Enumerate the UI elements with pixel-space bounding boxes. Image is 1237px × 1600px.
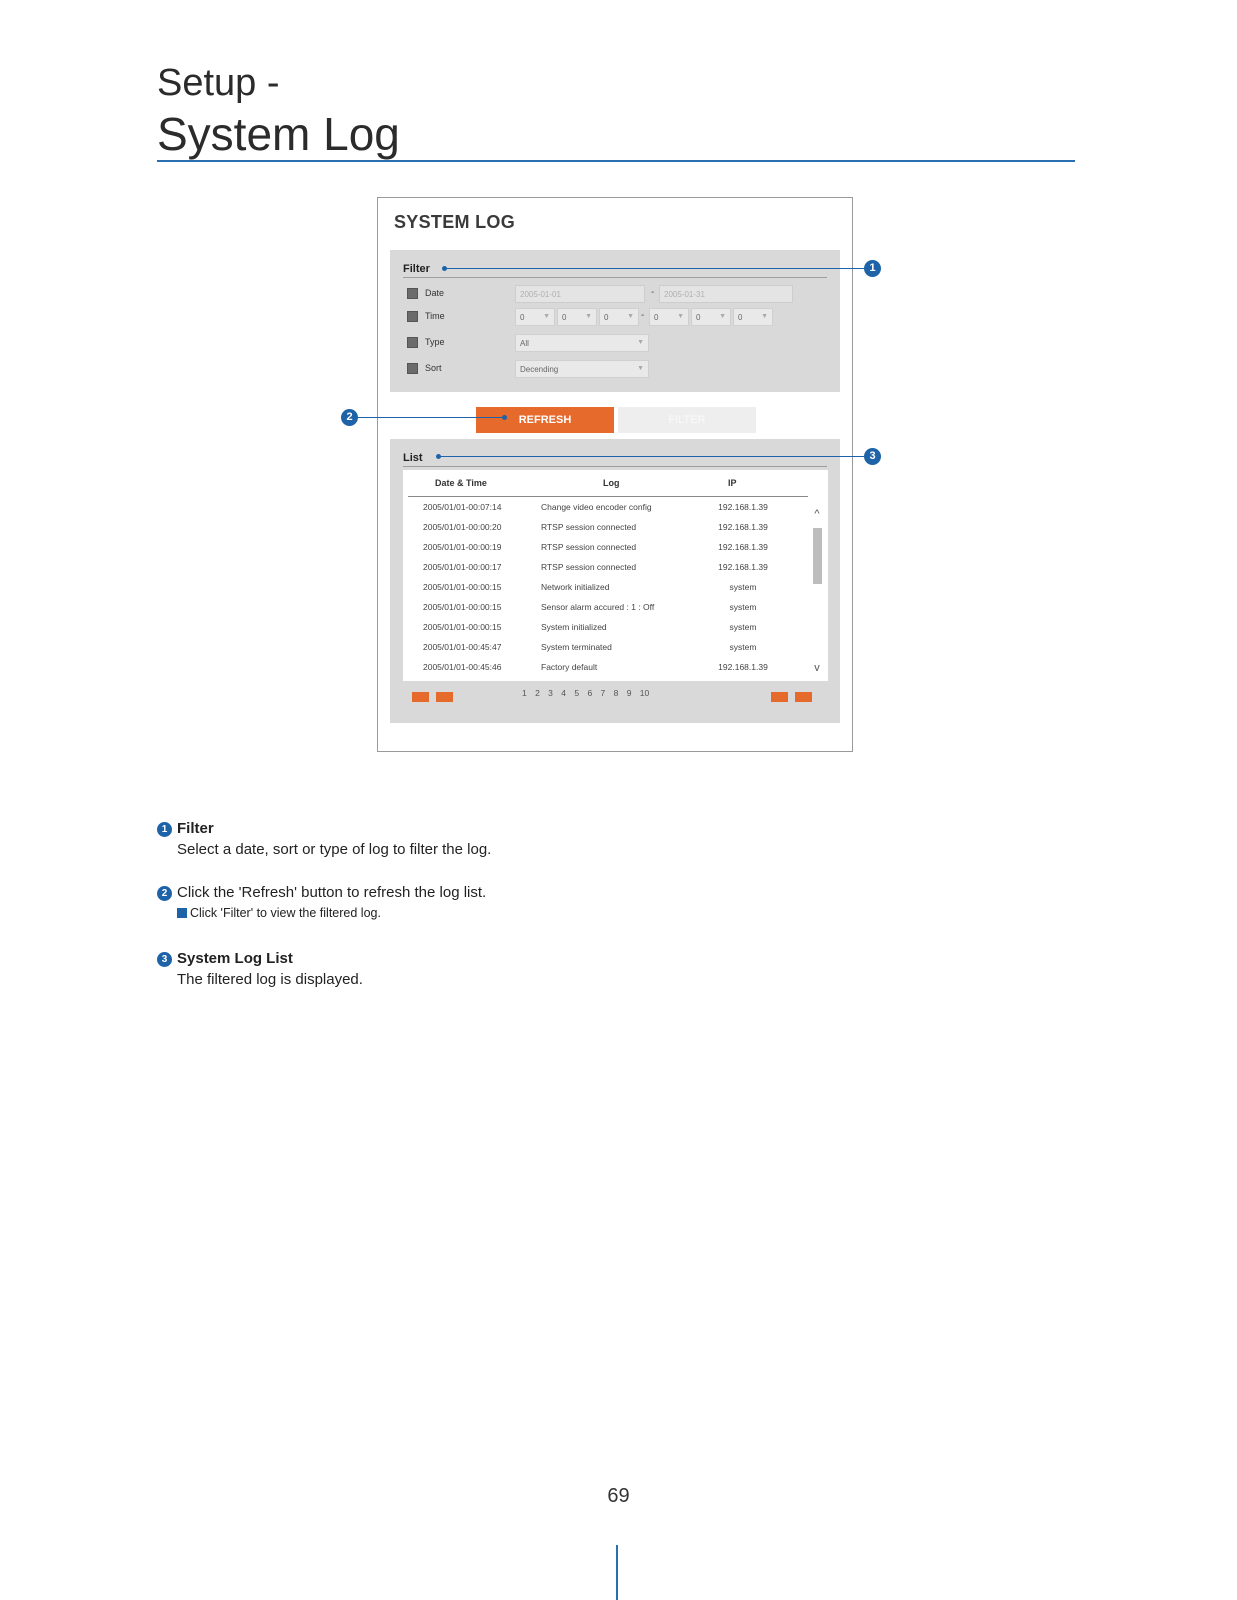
- row-datetime: 2005/01/01-00:45:47: [423, 642, 502, 652]
- time-from-minute-select[interactable]: [557, 308, 597, 326]
- page-title: System Log: [157, 108, 400, 160]
- row-log: Sensor alarm accured : 1 : Off: [541, 602, 655, 612]
- type-checkbox[interactable]: [407, 337, 418, 348]
- header-rule: [157, 160, 1075, 162]
- filter-row-type: [407, 334, 827, 352]
- note-text: Click 'Filter' to view the filtered log.: [190, 906, 381, 920]
- header-divider: [408, 496, 808, 497]
- table-row[interactable]: [403, 558, 803, 578]
- note-icon: [177, 908, 187, 918]
- row-log: RTSP session connected: [541, 562, 637, 572]
- row-log: RTSP session connected: [541, 542, 637, 552]
- row-datetime: 2005/01/01-00:00:15: [423, 582, 502, 592]
- date-label: Date: [425, 288, 445, 298]
- date-range-dash: -: [651, 287, 655, 298]
- row-log: Network initialized: [541, 582, 610, 592]
- filter-row-date: [407, 285, 827, 303]
- time-to-second-select[interactable]: [733, 308, 773, 326]
- filter-row-time: [407, 308, 827, 326]
- dropdown-arrow-icon: ▼: [637, 365, 644, 372]
- filter-button[interactable]: FILTER: [618, 407, 756, 433]
- row-ip: 192.168.1.39: [718, 562, 768, 572]
- table-row[interactable]: [403, 578, 803, 598]
- page-header: [157, 62, 1075, 160]
- sort-value: Decending: [520, 365, 559, 374]
- list-section: [390, 439, 840, 723]
- row-datetime: 2005/01/01-00:00:15: [423, 602, 502, 612]
- time-from-hour-select[interactable]: [515, 308, 555, 326]
- filter-label: Filter: [403, 263, 430, 275]
- callout-3-badge: 3: [864, 448, 881, 465]
- time-from-second-select[interactable]: [599, 308, 639, 326]
- row-datetime: 2005/01/01-00:07:14: [423, 502, 502, 512]
- row-ip: 192.168.1.39: [718, 542, 768, 552]
- dropdown-arrow-icon: ▼: [543, 313, 550, 320]
- callout-2-badge: 2: [341, 409, 358, 426]
- time-value: 0: [604, 313, 609, 322]
- scroll-thumb[interactable]: [813, 528, 822, 584]
- table-row[interactable]: [403, 618, 803, 638]
- type-value: All: [520, 339, 529, 348]
- table-row[interactable]: [403, 538, 803, 558]
- dropdown-arrow-icon: ▼: [585, 313, 592, 320]
- row-ip: system: [729, 602, 757, 612]
- row-datetime: 2005/01/01-00:00:20: [423, 522, 502, 532]
- time-value: 0: [520, 313, 525, 322]
- column-header-log: Log: [603, 478, 620, 488]
- dropdown-arrow-icon: ▼: [637, 339, 644, 346]
- filter-section: [390, 250, 840, 392]
- system-log-screenshot: [377, 197, 853, 752]
- next-page-button[interactable]: [771, 692, 788, 702]
- date-from-input[interactable]: 2005-01-01: [515, 285, 645, 303]
- description-number: 3: [157, 952, 172, 967]
- page-numbers[interactable]: 1 2 3 4 5 6 7 8 9 10: [522, 688, 650, 698]
- dropdown-arrow-icon: ▼: [627, 313, 634, 320]
- row-datetime: 2005/01/01-00:45:46: [423, 662, 502, 672]
- column-header-ip: IP: [728, 478, 737, 488]
- row-ip: 192.168.1.39: [718, 522, 768, 532]
- first-page-button[interactable]: [412, 692, 429, 702]
- table-row[interactable]: [403, 638, 803, 658]
- sort-label: Sort: [425, 363, 442, 373]
- description-list: [157, 950, 857, 990]
- column-header-datetime: Date & Time: [435, 478, 487, 488]
- time-value: 0: [654, 313, 659, 322]
- table-row[interactable]: [403, 598, 803, 618]
- log-table: [403, 470, 828, 681]
- row-ip: system: [729, 622, 757, 632]
- scroll-down-icon[interactable]: v: [814, 662, 820, 674]
- filter-row-sort: [407, 360, 827, 378]
- description-text: Select a date, sort or type of log to filter the log.: [177, 841, 492, 858]
- description-title: Filter: [177, 820, 214, 837]
- row-log: RTSP session connected: [541, 522, 637, 532]
- table-row[interactable]: [403, 658, 803, 678]
- time-label: Time: [425, 311, 445, 321]
- time-to-hour-select[interactable]: [649, 308, 689, 326]
- description-filter: [157, 820, 857, 860]
- callout-2-line: [358, 417, 504, 418]
- callout-2-dot: [502, 415, 507, 420]
- time-value: 0: [696, 313, 701, 322]
- dropdown-arrow-icon: ▼: [761, 313, 768, 320]
- last-page-button[interactable]: [795, 692, 812, 702]
- date-to-input[interactable]: 2005-01-31: [659, 285, 793, 303]
- row-log: System terminated: [541, 642, 612, 652]
- description-title: System Log List: [177, 950, 293, 967]
- row-datetime: 2005/01/01-00:00:19: [423, 542, 502, 552]
- list-divider: [403, 466, 827, 467]
- type-label: Type: [425, 337, 445, 347]
- row-datetime: 2005/01/01-00:00:17: [423, 562, 502, 572]
- refresh-button[interactable]: REFRESH: [476, 407, 614, 433]
- time-to-minute-select[interactable]: [691, 308, 731, 326]
- row-log: System initialized: [541, 622, 607, 632]
- page-number: 69: [607, 1485, 630, 1507]
- scroll-up-icon[interactable]: ^: [814, 508, 820, 520]
- row-ip: system: [729, 642, 757, 652]
- row-ip: 192.168.1.39: [718, 662, 768, 672]
- table-row[interactable]: [403, 498, 803, 518]
- row-log: Change video encoder config: [541, 502, 652, 512]
- dropdown-arrow-icon: ▼: [677, 313, 684, 320]
- system-log-title: SYSTEM LOG: [394, 212, 516, 232]
- sort-select[interactable]: [515, 360, 649, 378]
- page-tick: [616, 1545, 618, 1600]
- row-datetime: 2005/01/01-00:00:15: [423, 622, 502, 632]
- sort-checkbox[interactable]: [407, 363, 418, 374]
- time-value: 0: [562, 313, 567, 322]
- time-checkbox[interactable]: [407, 311, 418, 322]
- prev-page-button[interactable]: [436, 692, 453, 702]
- list-scrollbar[interactable]: [811, 508, 823, 674]
- description-number: 1: [157, 822, 172, 837]
- description-note: [177, 906, 381, 920]
- page-subtitle: Setup -: [157, 62, 280, 104]
- description-text: The filtered log is displayed.: [177, 971, 363, 988]
- callout-3-line: [440, 456, 864, 457]
- time-range-dash: -: [641, 310, 645, 321]
- time-value: 0: [738, 313, 743, 322]
- date-checkbox[interactable]: [407, 288, 418, 299]
- row-log: Factory default: [541, 662, 598, 672]
- description-number: 2: [157, 886, 172, 901]
- description-refresh: [157, 884, 857, 924]
- dropdown-arrow-icon: ▼: [719, 313, 726, 320]
- callout-1-line: [446, 268, 864, 269]
- type-select[interactable]: [515, 334, 649, 352]
- list-label: List: [403, 452, 423, 464]
- row-ip: system: [729, 582, 757, 592]
- filter-divider: [403, 277, 827, 278]
- description-text: Click the 'Refresh' button to refresh the log list.: [177, 884, 487, 901]
- table-row[interactable]: [403, 518, 803, 538]
- row-ip: 192.168.1.39: [718, 502, 768, 512]
- callout-1-badge: 1: [864, 260, 881, 277]
